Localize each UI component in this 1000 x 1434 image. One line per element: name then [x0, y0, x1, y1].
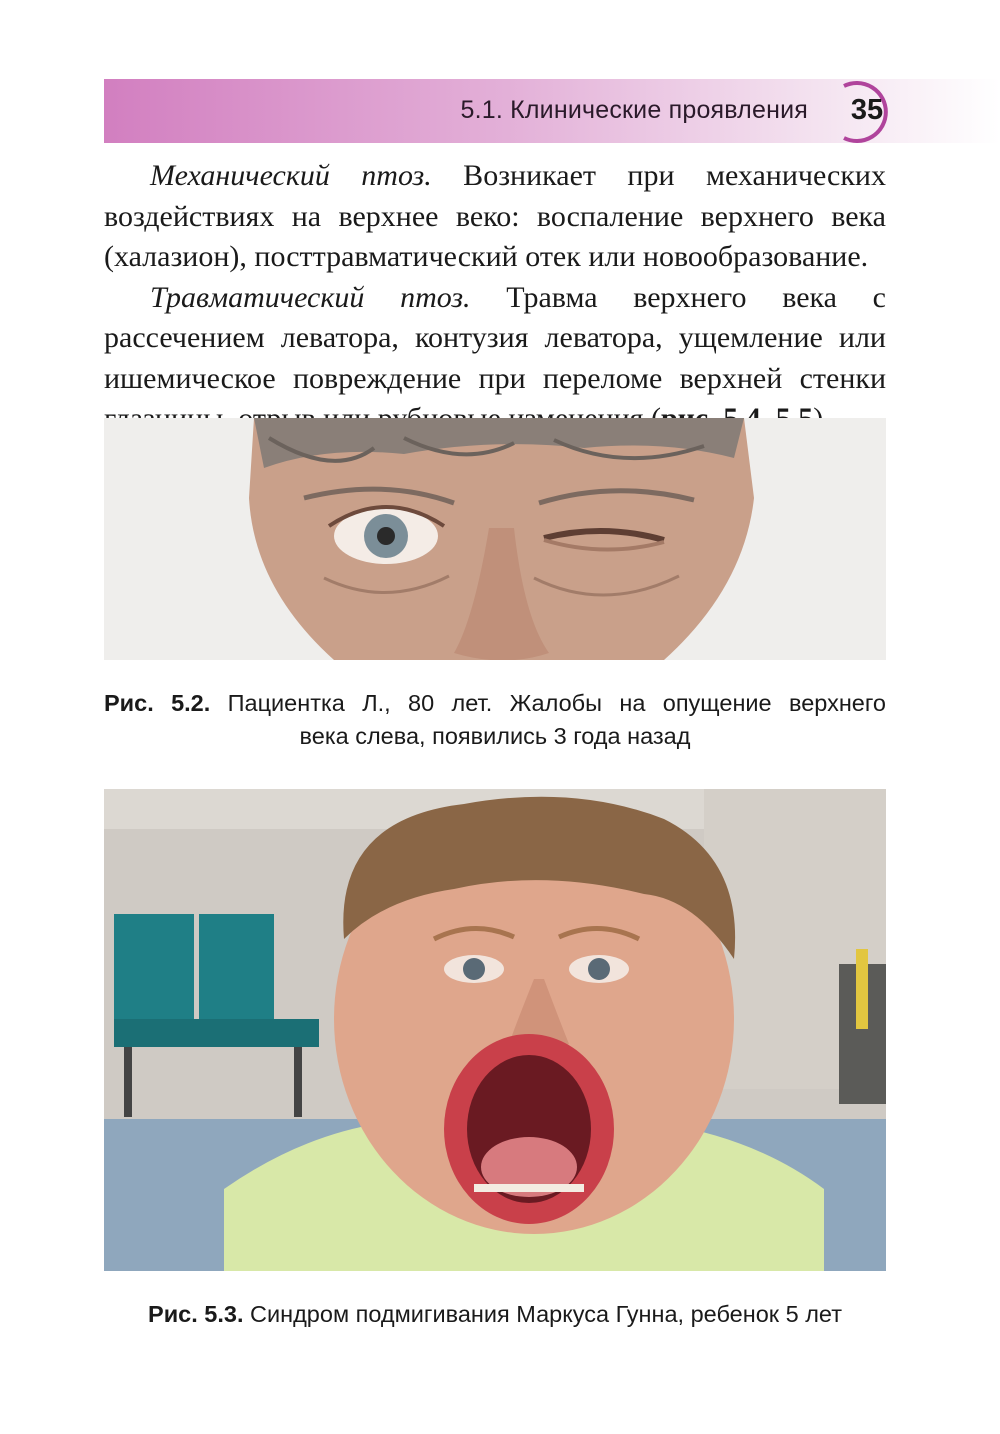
figure-label: Рис. 5.2. — [104, 690, 211, 716]
figure-5-3-caption — [104, 1298, 886, 1331]
caption-text: Пациентка Л., 80 лет. Жалобы на опущение верхнего — [210, 690, 886, 716]
caption-line-2: века слева, появились 3 года назад — [299, 723, 691, 749]
page-number: 35 — [850, 94, 884, 126]
paragraph-text: Возникает при механических воздействиях на верхнее веко: воспаление верхнего века (халазион), посттравматический отек или новообразование. — [104, 159, 886, 273]
child-face-illustration — [104, 789, 886, 1271]
caption-text: Синдром подмигивания Маркуса Гунна, ребенок 5 лет — [243, 1301, 842, 1327]
paragraph-text: Травма верхнего века с рассечением леватора, контузия леватора, ущемление или ишемическое повреждение при переломе верхней стенки — [104, 280, 886, 395]
patient-face-illustration — [104, 418, 886, 660]
figure-label: Рис. 5.3. — [148, 1301, 244, 1327]
body-text — [104, 156, 886, 440]
caption-line-1 — [104, 687, 886, 720]
figure-5-2-photo — [104, 418, 886, 660]
figure-5-3-photo — [104, 789, 886, 1271]
running-header-title: 5.1. Клинические проявления — [460, 96, 808, 124]
paragraph-traumatic-ptosis — [104, 278, 886, 440]
term-mechanical-ptosis: Механический птоз. — [150, 159, 432, 192]
figure-5-2-caption — [104, 687, 886, 753]
paragraph-mechanical-ptosis — [104, 156, 886, 278]
term-traumatic-ptosis: Травматический птоз. — [150, 280, 471, 314]
page-number-badge — [836, 80, 900, 144]
